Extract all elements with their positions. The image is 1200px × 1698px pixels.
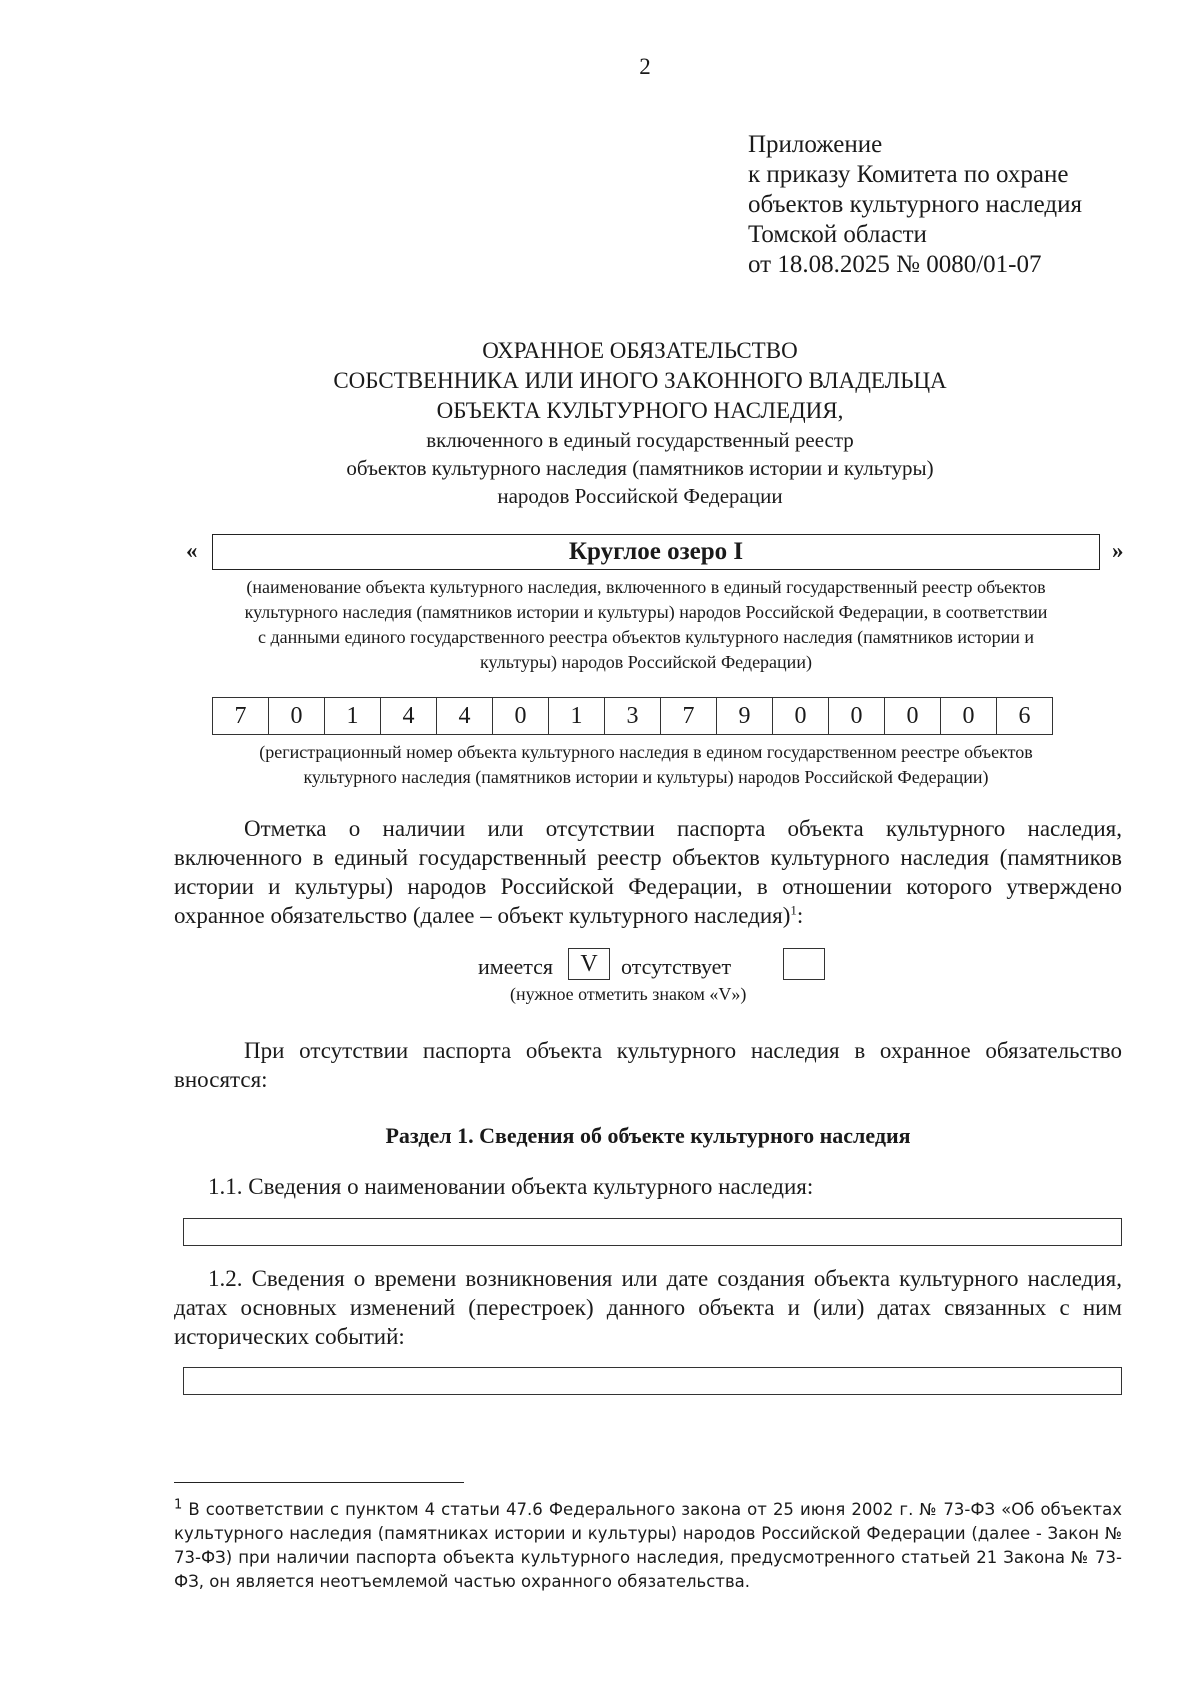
has-passport-checkbox[interactable]: V	[568, 948, 610, 980]
object-name-field: Круглое озеро I	[212, 534, 1100, 570]
footnote-divider	[174, 1482, 464, 1483]
caption-line: культурного наследия (памятников истории и культуры) народов Российской Федерации, в соответствии	[244, 602, 1048, 622]
appendix-header	[748, 130, 1082, 280]
reg-digit-cell: 4	[381, 698, 437, 735]
reg-digit-cell: 0	[269, 698, 325, 735]
registration-number-caption	[190, 740, 1102, 790]
appendix-line: Томской области	[748, 221, 927, 248]
reg-digit-cell: 0	[493, 698, 549, 735]
object-name-input[interactable]	[183, 1218, 1122, 1246]
page-number: 2	[639, 54, 651, 79]
title-line: ОБЪЕКТА КУЛЬТУРНОГО НАСЛЕДИЯ,	[436, 398, 844, 423]
title-subline: народов Российской Федерации	[497, 484, 783, 508]
absence-paragraph: При отсутствии паспорта объекта культурного наследия в охранное обязательство вносятся:	[174, 1038, 1122, 1092]
passport-mark-paragraph	[174, 814, 1122, 930]
caption-line: культурного наследия (памятников истории и культуры) народов Российской Федерации)	[303, 767, 989, 787]
footnote-marker: 1	[174, 1497, 183, 1513]
caption-line: с данными единого государственного реестра объектов культурного наследия (памятников истории и	[257, 627, 1035, 647]
reg-digit-cell: 6	[997, 698, 1053, 735]
reg-digit-cell: 7	[213, 698, 269, 735]
caption-line: культуры) народов Российской Федерации)	[480, 652, 812, 672]
dates-input[interactable]	[183, 1367, 1122, 1395]
title-subline: включенного в единый государственный реестр	[426, 428, 854, 452]
item-1-2-label: 1.2. Сведения о времени возникновения или дате создания объекта культурного наследия, датах основных изменений (перестроек) данного объекта и (или) датах связанных с ним исторических событий:	[174, 1266, 1122, 1349]
reg-digit-cell: 0	[773, 698, 829, 735]
reg-digit-cell: 0	[941, 698, 997, 735]
reg-digit-cell: 1	[549, 698, 605, 735]
reg-digit-cell: 7	[661, 698, 717, 735]
has-passport-label: имеется	[478, 954, 553, 979]
close-quote: »	[1112, 538, 1124, 563]
reg-digit-cell: 1	[325, 698, 381, 735]
appendix-line: от 18.08.2025 № 0080/01-07	[748, 251, 1042, 278]
footnote-text: В соответствии с пунктом 4 статьи 47.6 Федерального закона от 25 июня 2002 г. № 73-ФЗ «Об объектах культурного наследия (памятниках истории и культуры) народов Российской Федерации (далее - Закон № 73-ФЗ) при наличии паспорта объекта культурного наследия, предусмотренного статьей 21 Закона № 73-ФЗ, он является неотъемлемой частью охранного обязательства.	[174, 1500, 1122, 1591]
caption-line: (наименование объекта культурного наследия, включенного в единый государственный реестр объектов	[246, 577, 1046, 597]
passport-mark-text-end: :	[796, 903, 804, 928]
object-name-caption	[190, 575, 1102, 675]
registration-number-table	[212, 697, 1053, 735]
reg-digit-cell: 0	[885, 698, 941, 735]
absent-passport-label: отсутствует	[621, 954, 732, 979]
caption-line: (регистрационный номер объекта культурного наследия в едином государственном реестре объектов	[259, 742, 1033, 762]
appendix-line: к приказу Комитета по охране	[748, 161, 1069, 188]
passport-mark-text: Отметка о наличии или отсутствии паспорта объекта культурного наследия, включенного в единый государственный реестр объектов культурного наследия (памятников истории и культуры) народов Российской Федерации, в отношении которого утверждено охранное обязательство (далее – объект культурного наследия)	[174, 816, 1122, 928]
reg-digit-cell: 3	[605, 698, 661, 735]
footnote-ref: 1	[790, 902, 797, 918]
footnote	[174, 1498, 1122, 1594]
section-heading: Раздел 1. Сведения об объекте культурного наследия	[385, 1123, 911, 1148]
appendix-line: объектов культурного наследия	[748, 191, 1082, 218]
appendix-line: Приложение	[748, 131, 883, 158]
title-subline: объектов культурного наследия (памятников истории и культуры)	[346, 456, 934, 480]
checkbox-hint: (нужное отметить знаком «V»)	[510, 984, 747, 1004]
reg-digit-cell: 4	[437, 698, 493, 735]
open-quote: «	[186, 538, 198, 563]
document-title	[240, 336, 1040, 510]
absent-passport-checkbox[interactable]	[783, 948, 825, 980]
reg-digit-cell: 9	[717, 698, 773, 735]
reg-digit-cell: 0	[829, 698, 885, 735]
title-line: ОХРАННОЕ ОБЯЗАТЕЛЬСТВО	[482, 338, 798, 363]
item-1-1-label: 1.1. Сведения о наименовании объекта культурного наследия:	[208, 1174, 814, 1199]
title-line: СОБСТВЕННИКА ИЛИ ИНОГО ЗАКОННОГО ВЛАДЕЛЬЦА	[333, 368, 947, 393]
